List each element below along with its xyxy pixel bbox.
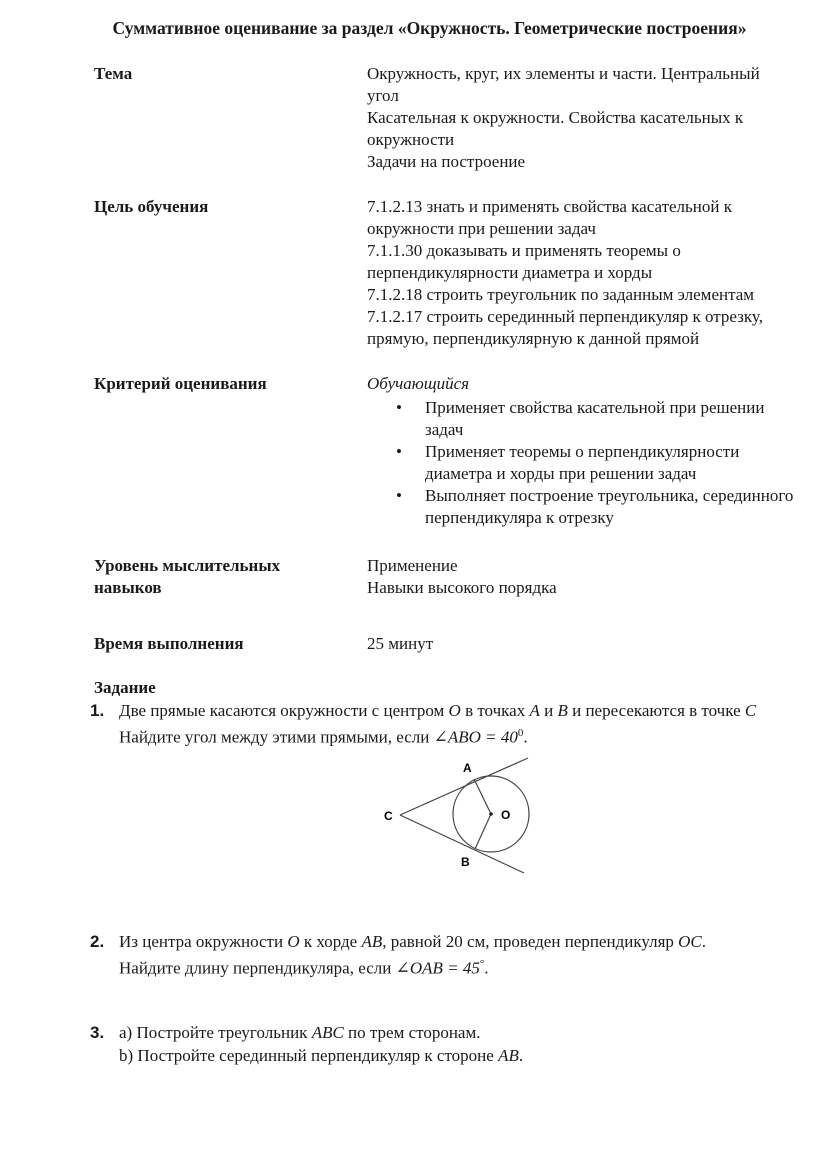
task-line: Найдите угол между этими прямыми, если ∠ABO = $40^0$. (119, 727, 528, 747)
criteria-item-text: задач (425, 420, 464, 439)
criteria-item-text: диаметра и хорды при решении задач (425, 464, 697, 483)
topic-line: Задачи на построение (367, 152, 526, 171)
topic-line: окружности (367, 130, 455, 149)
task-number: 3. (90, 1023, 105, 1042)
criteria-item (396, 397, 793, 441)
label-a: A (463, 761, 472, 775)
topic-label: Тема (94, 64, 133, 83)
criteria-item-text: Применяет свойства касательной при решении (425, 398, 765, 417)
task-line: Две прямые касаются окружности с центром O в точках A и B и пересекаются в точке C (119, 701, 757, 720)
label-o: O (501, 808, 511, 822)
criteria-label: Критерий оценивания (94, 374, 267, 393)
task-line: b) Постройте серединный перпендикуляр к стороне AB. (119, 1046, 524, 1065)
center-point (489, 812, 493, 816)
level-label-line: навыков (94, 578, 162, 597)
goal-line: 7.1.2.13 знать и применять свойства касательной к (367, 197, 732, 216)
topic-line: Касательная к окружности. Свойства касательных к (367, 108, 744, 127)
goal-label: Цель обучения (94, 197, 209, 216)
level-line: Навыки высокого порядка (367, 578, 557, 597)
goal-line: перпендикулярности диаметра и хорды (367, 263, 653, 282)
topic-line: Окружность, круг, их элементы и части. Центральный (367, 64, 760, 83)
task-number: 1. (90, 701, 105, 720)
criteria-intro: Обучающийся (367, 374, 470, 393)
task-body (119, 930, 706, 980)
criteria-item-text: перпендикуляра к отрезку (425, 508, 614, 527)
criteria-item (396, 441, 793, 485)
time-value: 25 минут (367, 634, 434, 653)
level-value (367, 555, 557, 599)
task-line: Из центра окружности O к хорде AB, равной 20 см, проведен перпендикуляр OC. (119, 932, 707, 951)
goal-line: 7.1.1.30 доказывать и применять теоремы о (367, 241, 681, 260)
radius-oa (474, 779, 491, 814)
time-label: Время выполнения (94, 634, 244, 653)
label-b: B (461, 855, 470, 869)
goal-line: 7.1.2.17 строить серединный перпендикуляр к отрезку, (367, 307, 763, 326)
tangent-circle-figure (376, 755, 536, 875)
task-line: a) Постройте треугольник ABC по трем сторонам. (119, 1023, 481, 1042)
task-line: Найдите длину перпендикуляра, если ∠OAB = 45°. (119, 958, 489, 978)
goal-value (367, 196, 763, 350)
level-line: Применение (367, 556, 458, 575)
bullet-icon: • (396, 486, 402, 505)
task-body (119, 1021, 523, 1067)
criteria-item-text: Применяет теоремы о перпендикулярности (425, 442, 740, 461)
task-body (119, 699, 756, 749)
tasks-heading: Задание (94, 678, 156, 697)
goal-line: прямую, перпендикулярную к данной прямой (367, 329, 700, 348)
criteria-item (396, 485, 793, 529)
goal-line: 7.1.2.18 строить треугольник по заданным элементам (367, 285, 755, 304)
bullet-icon: • (396, 398, 402, 417)
radius-ob (475, 814, 491, 849)
bullet-icon: • (396, 442, 402, 461)
document-title: Суммативное оценивание за раздел «Окружность. Геометрические построения» (112, 18, 747, 38)
criteria-item-text: Выполняет построение треугольника, серединного (425, 486, 794, 505)
topic-value (367, 63, 760, 173)
label-c: C (384, 809, 393, 823)
level-label-line: Уровень мыслительных (94, 556, 281, 575)
level-label (94, 555, 280, 599)
goal-line: окружности при решении задач (367, 219, 596, 238)
task-number: 2. (90, 932, 105, 951)
criteria-list (396, 397, 793, 529)
topic-line: угол (367, 86, 399, 105)
